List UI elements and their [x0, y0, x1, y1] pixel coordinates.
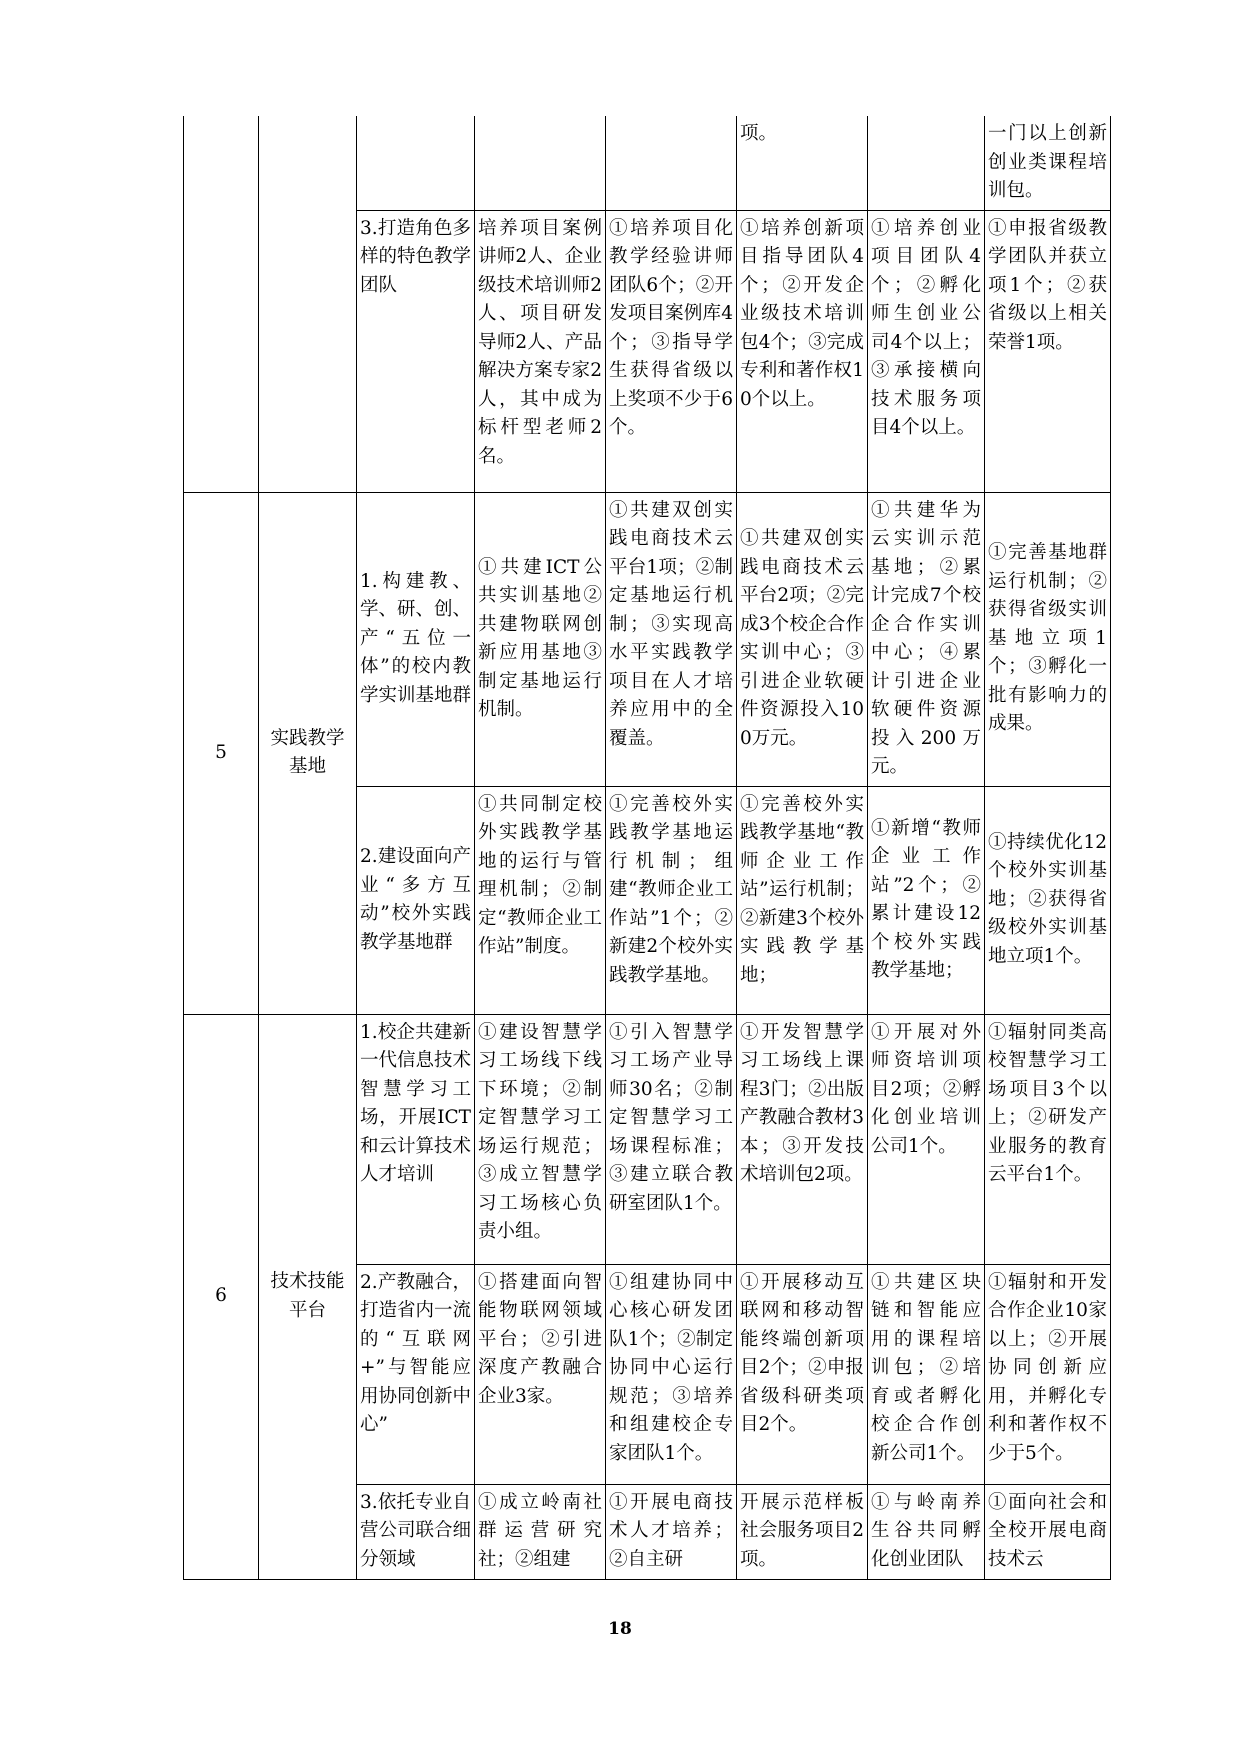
table-cell	[606, 1484, 737, 1579]
task-cell	[357, 1264, 475, 1484]
cell-text: ①与岭南养生谷共同孵化创业团队	[871, 1491, 981, 1570]
table-cell	[737, 492, 868, 786]
table-cell	[985, 1014, 1111, 1264]
cell-text: ①完善校外实践教学基地“教师企业工作站”运行机制；②新建3个校外实践教学基地；	[740, 793, 864, 986]
table-cell	[475, 210, 606, 492]
table-row	[184, 1014, 1111, 1264]
construction-plan-table	[183, 116, 1111, 1580]
table-row	[184, 116, 1111, 210]
cell-text: ①组建协同中心核心研发团队1个；②制定协同中心运行规范；③培养和组建校企专家团队1个。	[609, 1271, 733, 1464]
table-cell	[737, 1484, 868, 1579]
table-cell	[737, 210, 868, 492]
table-cell	[606, 786, 737, 1014]
cell-text: ①面向社会和全校开展电商技术云	[988, 1491, 1107, 1570]
page-number: 18	[608, 1619, 632, 1639]
table-cell	[606, 210, 737, 492]
cell-text: ①开展电商技术人才培养；②自主研	[609, 1491, 733, 1570]
task-cell	[357, 786, 475, 1014]
category-name: 技术技能平台	[270, 1271, 345, 1321]
category-cell	[259, 116, 357, 210]
cell-text: ①申报省级教学团队并获立项1个；②获省级以上相关荣誉1项。	[988, 217, 1107, 353]
cell-text: ①完善基地群运行机制；②获得省级实训基地立项1个；③孵化一批有影响力的成果。	[988, 542, 1107, 735]
task-cell	[357, 492, 475, 786]
cell-text: 一门以上创新创业类课程培训包。	[988, 123, 1107, 201]
category-cell	[259, 1014, 357, 1579]
cell-text: 项。	[740, 123, 778, 144]
cell-text: 开展示范样板社会服务项目2项。	[740, 1491, 864, 1570]
table-cell	[868, 116, 985, 210]
cell-text: ①建设智慧学习工场线下线下环境；②制定智慧学习工场运行规范；③成立智慧学习工场核心负责小组。	[478, 1021, 602, 1242]
table-cell	[868, 1014, 985, 1264]
cell-text: ①培养项目化教学经验讲师团队6个；②开发项目案例库4个；③指导学生获得省级以上奖项不少于6个。	[609, 217, 733, 438]
table-cell	[606, 492, 737, 786]
cell-text: ①新增“教师企业工作站”2个；②累计建设12个校外实践教学基地；	[871, 817, 981, 981]
table-cell	[475, 116, 606, 210]
index-cell	[184, 1014, 259, 1579]
table-cell	[475, 492, 606, 786]
table-cell	[475, 786, 606, 1014]
category-name: 实践教学基地	[270, 727, 345, 777]
task-text: 3.依托专业自营公司联合细分领域	[360, 1491, 472, 1570]
table-cell	[606, 1014, 737, 1264]
cell-text: ①共同制定校外实践教学基地的运行与管理机制；②制定“教师企业工作站”制度。	[478, 793, 602, 957]
task-text: 2.产教融合，打造省内一流的“互联网+”与智能应用协同创新中心”	[360, 1271, 472, 1435]
table-cell	[868, 492, 985, 786]
cell-text: ①开展对外师资培训项目2项；②孵化创业培训公司1个。	[871, 1021, 981, 1157]
table-cell	[868, 786, 985, 1014]
cell-text: ①共建双创实践电商技术云平台2项；②完成3个校企合作实训中心；③引进企业软硬件资源投入100万元。	[740, 528, 864, 749]
task-cell	[357, 210, 475, 492]
index-cell	[184, 116, 259, 210]
table-cell	[985, 116, 1111, 210]
cell-text: ①持续优化12个校外实训基地；②获得省级校外实训基地立项1个。	[988, 831, 1107, 967]
cell-text: ①辐射同类高校智慧学习工场项目3个以上；②研发产业服务的教育云平台1个。	[988, 1021, 1107, 1185]
cell-text: ①搭建面向智能物联网领域平台；②引进深度产教融合企业3家。	[478, 1271, 602, 1407]
cell-text: ①辐射和开发合作企业10家以上；②开展协同创新应用，并孵化专利和著作权不少于5个。	[988, 1271, 1107, 1464]
table-cell	[737, 1014, 868, 1264]
task-text: 3.打造角色多样的特色教学团队	[360, 217, 472, 296]
cell-text: ①开发智慧学习工场线上课程3门；②出版产教融合教材3本；③开发技术培训包2项。	[740, 1021, 864, 1185]
table-cell	[606, 116, 737, 210]
index-cell	[184, 210, 259, 492]
cell-text: ①共建华为云实训示范基地；②累计完成7个校企合作实训中心；④累计引进企业软硬件资源投入200万元。	[871, 499, 981, 777]
table-row	[184, 492, 1111, 786]
cell-text: ①完善校外实践教学基地运行机制；组建“教师企业工作站”1个；②新建2个校外实践教学基地。	[609, 793, 733, 986]
index-number: 5	[215, 741, 227, 763]
table-cell	[868, 1484, 985, 1579]
task-cell	[357, 1484, 475, 1579]
table-cell	[475, 1264, 606, 1484]
task-text: 1.校企共建新一代信息技术智慧学习工场，开展ICT和云计算技术人才培训	[360, 1021, 472, 1185]
cell-text: ①共建双创实践电商技术云平台1项；②制定基地运行机制；③实现高水平实践教学项目在人才培养应用中的全覆盖。	[609, 499, 733, 749]
table-cell	[868, 210, 985, 492]
table-cell	[737, 786, 868, 1014]
table-cell	[985, 1484, 1111, 1579]
table-cell	[985, 492, 1111, 786]
category-cell	[259, 210, 357, 492]
cell-text: ①共建ICT公共实训基地②共建物联网创新应用基地③制定基地运行机制。	[478, 556, 602, 720]
category-cell	[259, 492, 357, 1014]
cell-text: ①成立岭南社群运营研究社；②组建	[478, 1491, 602, 1570]
task-cell	[357, 1014, 475, 1264]
task-text: 1.构建教、学、研、创、产“五位一体”的校内教学实训基地群	[360, 570, 472, 706]
table-row	[184, 210, 1111, 492]
table-cell	[475, 1014, 606, 1264]
task-text: 2.建设面向产业“多方互动”校外实践教学基地群	[360, 846, 471, 953]
cell-text: ①开展移动互联网和移动智能终端创新项目2个；②申报省级科研类项目2个。	[740, 1271, 864, 1435]
index-cell	[184, 492, 259, 1014]
cell-text: ①培养创新项目指导团队4个；②开发企业级技术培训包4个；③完成专利和著作权10个以上。	[740, 217, 864, 410]
task-cell	[357, 116, 475, 210]
table-cell	[985, 210, 1111, 492]
table-cell	[985, 786, 1111, 1014]
table-cell	[868, 1264, 985, 1484]
table-cell	[985, 1264, 1111, 1484]
cell-text: 培养项目案例讲师2人、企业级技术培训师2人、项目研发导师2人、产品解决方案专家2人，其中成为标杆型老师2名。	[478, 217, 602, 467]
cell-text: ①培养创业项目团队4个；②孵化师生创业公司4个以上；③承接横向技术服务项目4个以上。	[871, 217, 981, 438]
table-cell	[737, 1264, 868, 1484]
table-cell	[606, 1264, 737, 1484]
table-cell	[475, 1484, 606, 1579]
table-cell	[737, 116, 868, 210]
index-number: 6	[215, 1285, 227, 1307]
cell-text: ①共建区块链和智能应用的课程培训包；②培育或者孵化校企合作创新公司1个。	[871, 1271, 981, 1464]
cell-text: ①引入智慧学习工场产业导师30名；②制定智慧学习工场课程标准；③建立联合教研室团队1个。	[609, 1021, 733, 1214]
